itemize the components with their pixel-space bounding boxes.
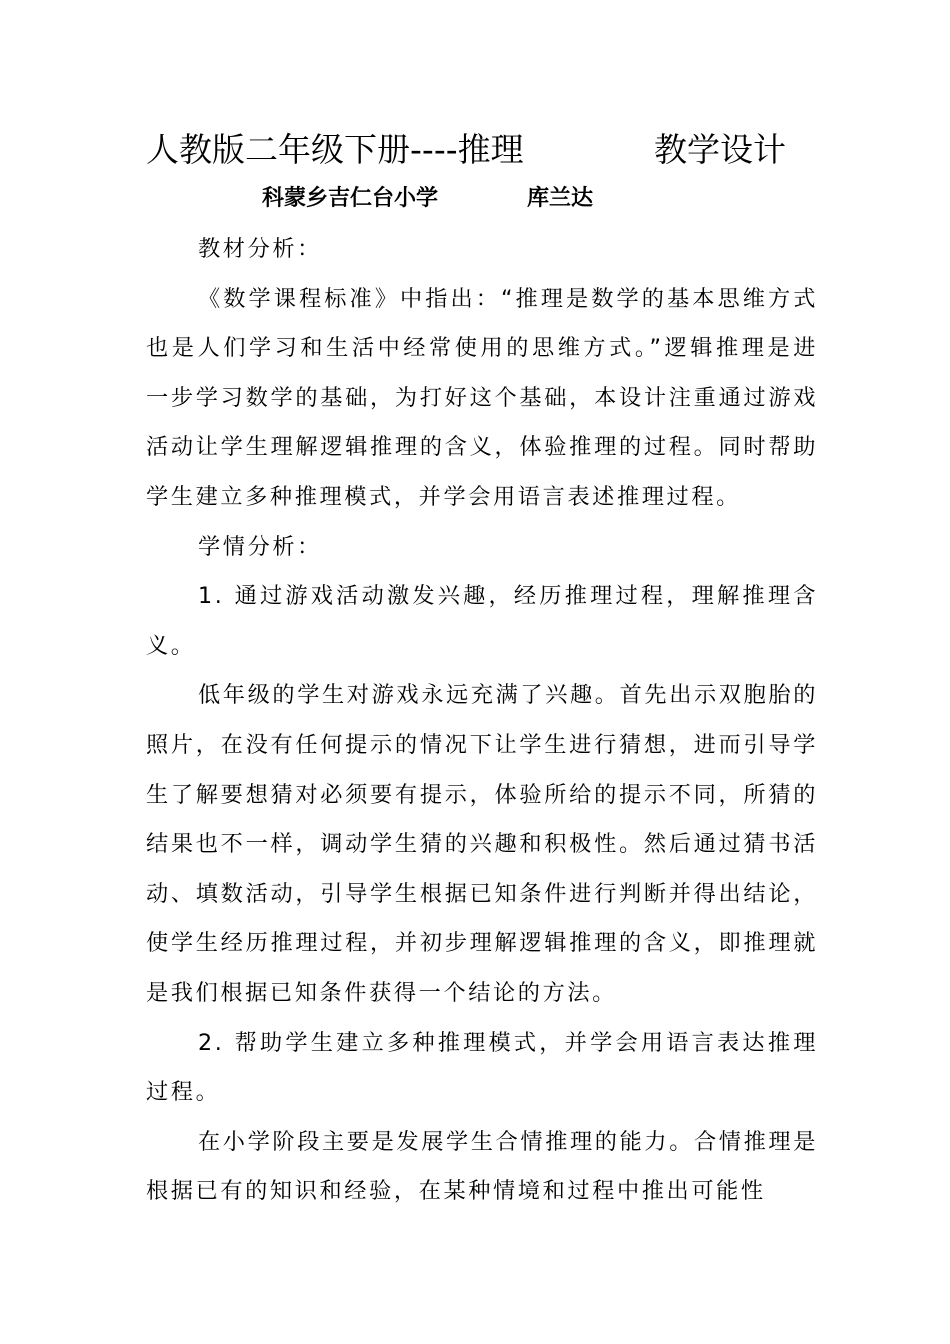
numbered-point-2: 2. 帮助学生建立多种推理模式，并学会用语言表达推理过程。 [146,1029,818,1106]
paragraph: 低年级的学生对游戏永远充满了兴趣。首先出示双胞胎的照片，在没有任何提示的情况下让学生进行猜想，进而引导学生了解要想猜对必须要有提示，体验所给的提示不同，所猜的结果也不一样，调动学生猜的兴趣和积极性。然后通过猜书活动、填数活动，引导学生根据已知条件进行判断并得出结论，使学生经历推理过程，并初步理解逻辑推理的含义，即推理就是我们根据已知条件获得一个结论的方法。 [146,682,818,1006]
author-line [262,183,594,215]
document-body [146,225,818,1217]
paragraph: 《数学课程标准》中指出：“推理是数学的基本思维方式也是人们学习和生活中经常使用的思维方式。”逻辑推理是进一步学习数学的基础，为打好这个基础，本设计注重通过游戏活动让学生理解逻辑推理的含义，体验推理的过程。同时帮助学生建立多种推理模式，并学会用语言表述推理过程。 [146,285,818,510]
numbered-point-1: 1. 通过游戏活动激发兴趣，经历推理过程，理解推理含义。 [146,583,818,659]
document-title [146,128,826,172]
school-name: 科蒙乡吉仁台小学 [262,186,439,211]
title-main: 人教版二年级下册----推理 [146,130,524,169]
title-suffix: 教学设计 [654,130,786,169]
author-name: 库兰达 [527,186,594,211]
section-heading-textbook-analysis: 教材分析： [198,236,322,262]
paragraph: 在小学阶段主要是发展学生合情推理的能力。合情推理是根据已有的知识和经验，在某种情境和过程中推出可能性 [146,1128,818,1205]
section-heading-student-analysis: 学情分析： [198,533,322,560]
